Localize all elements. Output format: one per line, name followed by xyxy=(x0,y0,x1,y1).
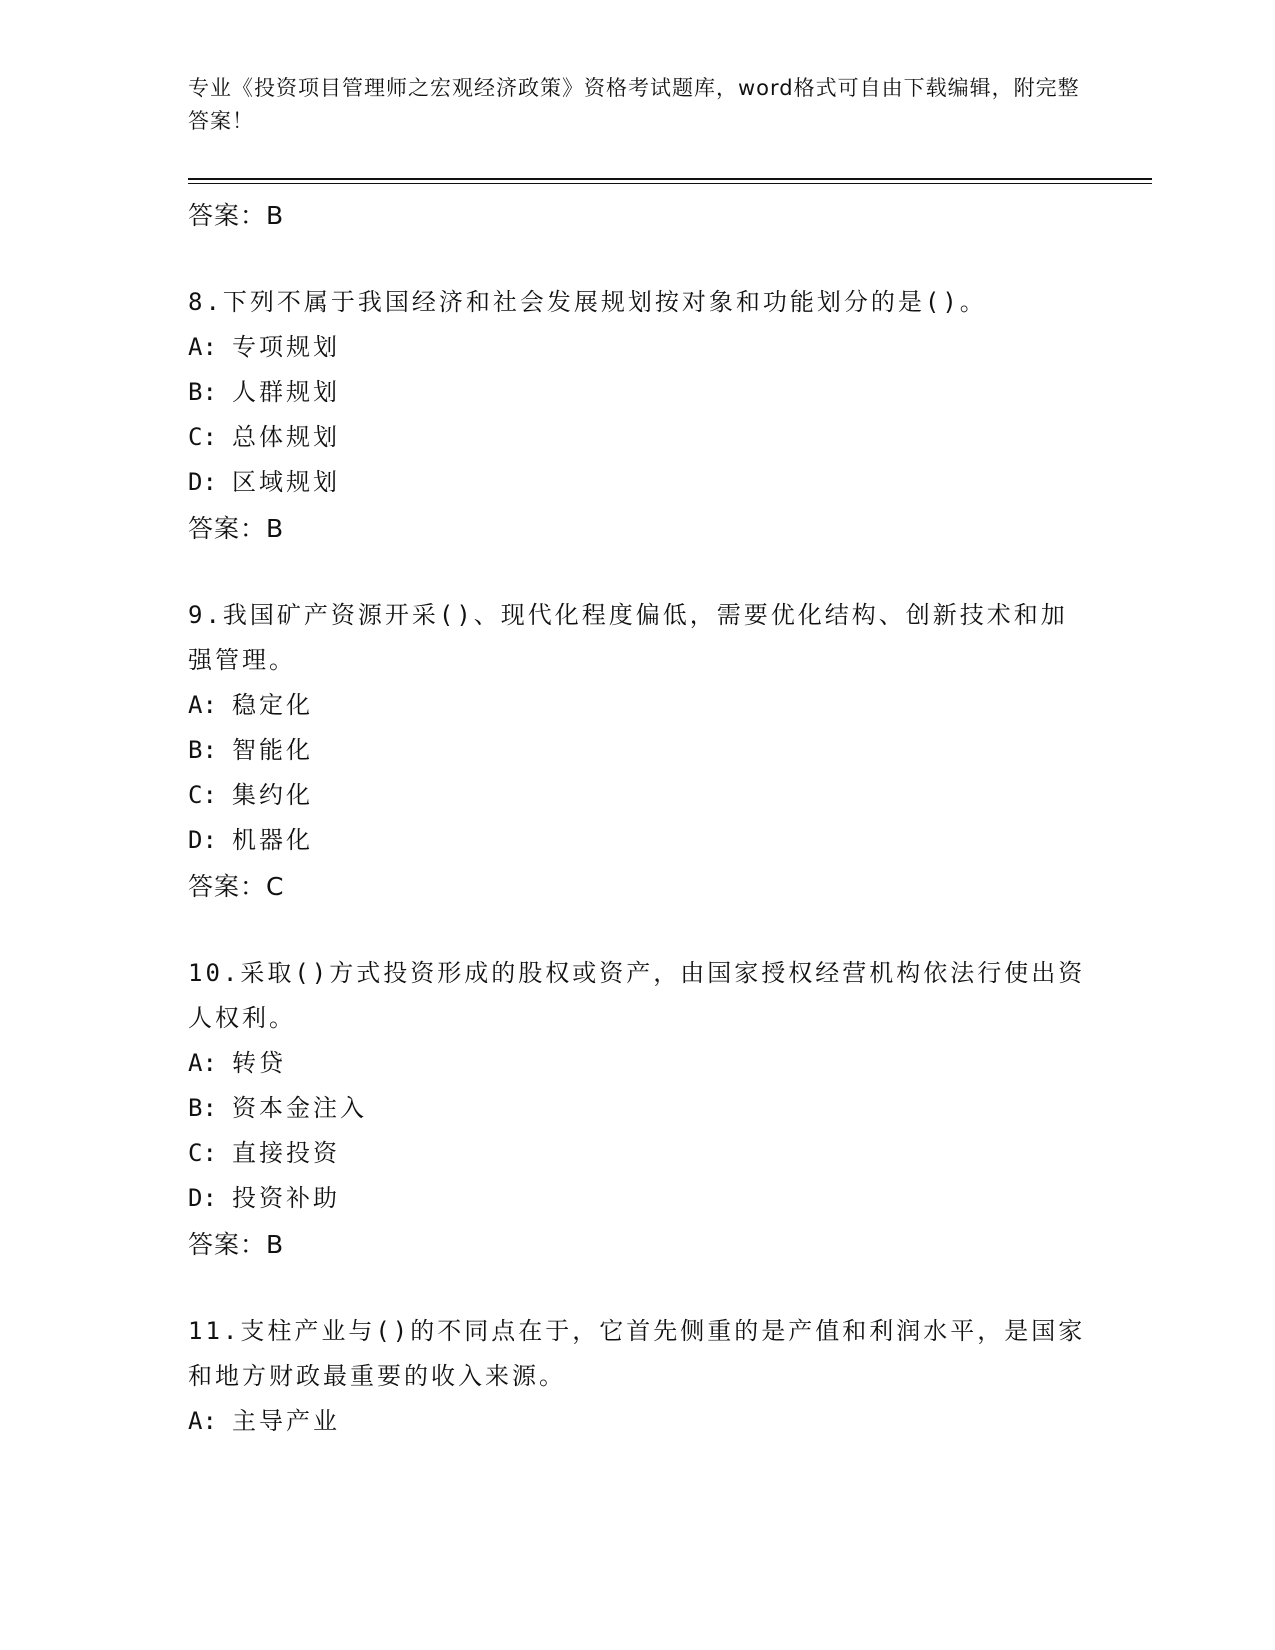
option-key: D: xyxy=(188,468,217,496)
option-text: 机器化 xyxy=(232,826,313,854)
option-key: C: xyxy=(188,423,217,451)
option-text: 主导产业 xyxy=(232,1407,340,1435)
option-key: A: xyxy=(188,333,217,361)
question-answer: 答案：B xyxy=(188,1230,285,1259)
option-d xyxy=(188,1176,1088,1221)
option-a xyxy=(188,1041,1088,1086)
option-b xyxy=(188,370,1088,415)
question-stem: 8.下列不属于我国经济和社会发展规划按对象和功能划分的是()。 xyxy=(188,288,987,316)
option-text: 人群规划 xyxy=(232,378,340,406)
question-8 xyxy=(188,280,1088,547)
header-rule-thin xyxy=(188,183,1152,184)
option-key: D: xyxy=(188,826,217,854)
previous-answer: 答案：B xyxy=(188,201,285,230)
option-c xyxy=(188,1131,1088,1176)
option-key: C: xyxy=(188,781,217,809)
option-key: B: xyxy=(188,378,217,406)
option-b xyxy=(188,728,1088,773)
question-stem: 10.采取()方式投资形成的股权或资产，由国家授权经营机构依法行使出资人权利。 xyxy=(188,959,1086,1032)
option-text: 稳定化 xyxy=(232,691,313,719)
option-d xyxy=(188,818,1088,863)
question-answer: 答案：C xyxy=(188,872,285,901)
option-a xyxy=(188,683,1088,728)
option-text: 转贷 xyxy=(232,1049,286,1077)
option-text: 总体规划 xyxy=(232,423,340,451)
option-text: 集约化 xyxy=(232,781,313,809)
option-text: 专项规划 xyxy=(232,333,340,361)
option-text: 资本金注入 xyxy=(232,1094,367,1122)
document-header xyxy=(188,72,1088,138)
question-stem: 11.支柱产业与()的不同点在于，它首先侧重的是产值和利润水平，是国家和地方财政最重要的收入来源。 xyxy=(188,1317,1086,1390)
question-list xyxy=(188,192,1088,1444)
option-b xyxy=(188,1086,1088,1131)
option-key: A: xyxy=(188,1407,217,1435)
option-key: B: xyxy=(188,736,217,764)
question-10 xyxy=(188,951,1088,1263)
question-stem: 9.我国矿产资源开采()、现代化程度偏低，需要优化结构、创新技术和加强管理。 xyxy=(188,601,1068,674)
question-answer: 答案：B xyxy=(188,514,285,543)
header-text: 专业《投资项目管理师之宏观经济政策》资格考试题库，word格式可自由下载编辑，附完整答案！ xyxy=(188,76,1080,133)
option-text: 投资补助 xyxy=(232,1184,340,1212)
option-key: D: xyxy=(188,1184,217,1212)
option-key: A: xyxy=(188,1049,217,1077)
question-11 xyxy=(188,1309,1088,1444)
option-d xyxy=(188,460,1088,505)
question-9 xyxy=(188,593,1088,905)
header-rule-thick xyxy=(188,178,1152,180)
option-text: 区域规划 xyxy=(232,468,340,496)
option-text: 智能化 xyxy=(232,736,313,764)
option-c xyxy=(188,773,1088,818)
option-a xyxy=(188,1399,1088,1444)
option-text: 直接投资 xyxy=(232,1139,340,1167)
option-c xyxy=(188,415,1088,460)
option-key: B: xyxy=(188,1094,217,1122)
option-a xyxy=(188,325,1088,370)
option-key: C: xyxy=(188,1139,217,1167)
option-key: A: xyxy=(188,691,217,719)
